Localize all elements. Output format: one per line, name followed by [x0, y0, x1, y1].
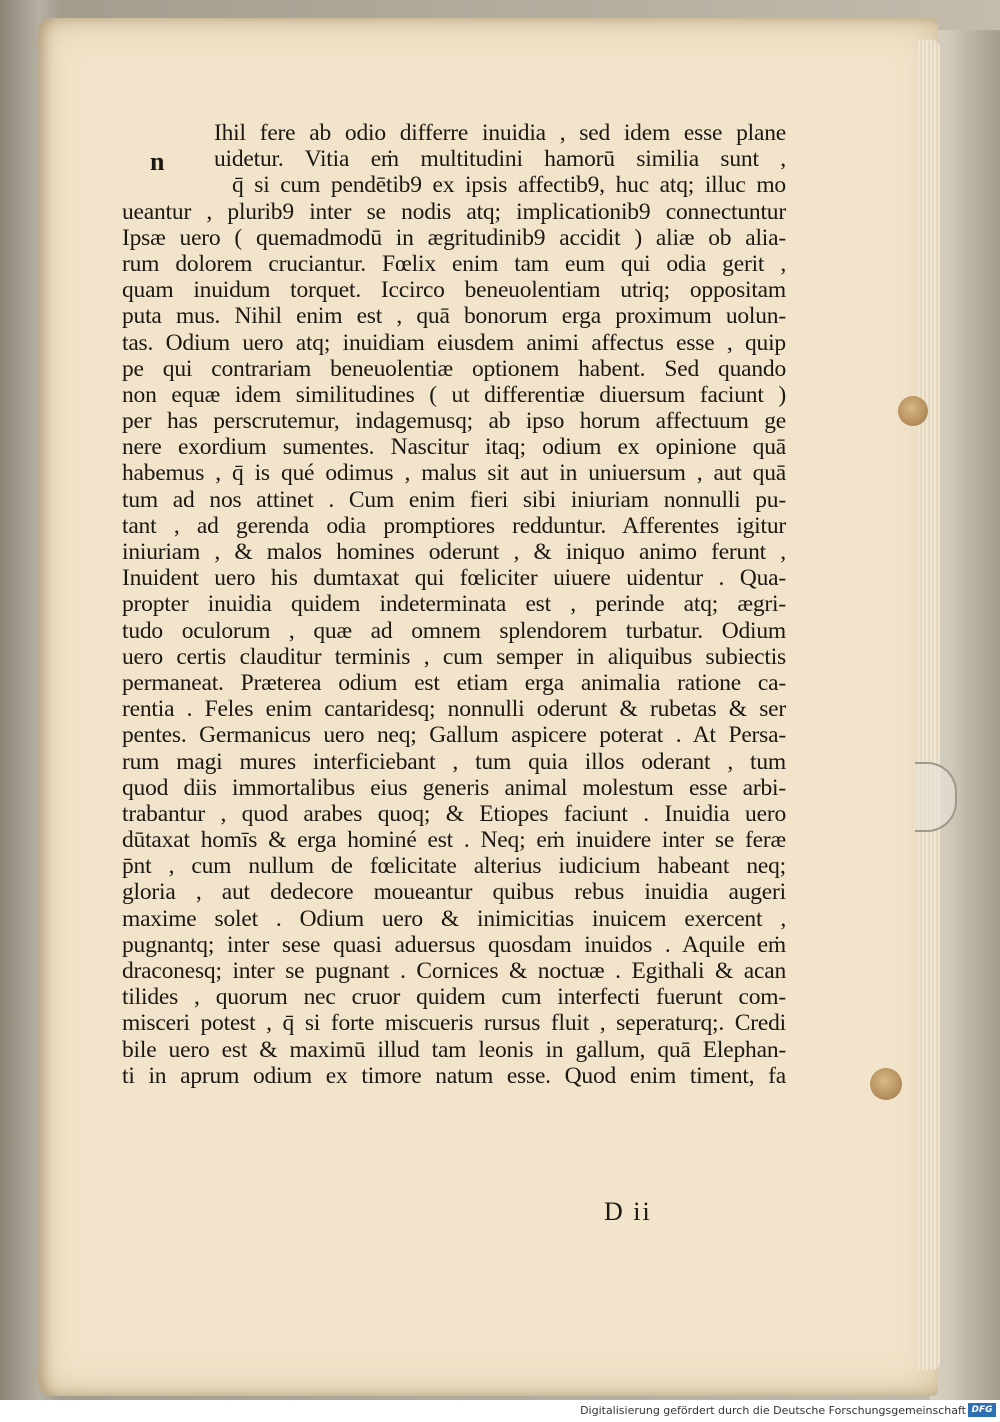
text-line: pentes. Germanicus uero neq; Gallum aspicere poterat . At Persa- [122, 722, 786, 749]
text-line: trabantur , quod arabes quoq; & Etiopes faciunt . Inuidia uero [122, 800, 786, 827]
text-line: non equæ idem similitudines ( ut differentiæ diuersum faciunt ) [122, 381, 786, 408]
text-line: ueantur , plurib9 inter se nodis atq; implicationib9 connectuntur [122, 198, 786, 225]
text-line: rentia . Feles enim cantaridesq; nonnulli oderunt & rubetas & ser [122, 696, 786, 723]
margin-note: n [150, 147, 165, 176]
text-line: tum ad nos attinet . Cum enim fieri sibi iniuriam nonnulli pu- [122, 486, 786, 513]
text-line: iniuriam , & malos homines oderunt , & iniquo animo ferunt , [122, 539, 786, 565]
text-line: tas. Odium uero atq; inuidiam eiusdem animi affectus esse , quip [122, 329, 786, 356]
signature-mark: D ii [604, 1197, 652, 1226]
text-line: bile uero est & maximū illud tam leonis in gallum, quā Elephan- [122, 1036, 786, 1063]
text-line: tudo oculorum , quæ ad omnem splendorem turbatur. Odium [122, 617, 786, 644]
text-line: propter inuidia quidem indeterminata est , perinde atq; ægri- [122, 591, 786, 618]
body-text [122, 120, 786, 1089]
text-line: misceri potest , q̄ si forte miscueris rursus fluit , seperaturq;. Credi [122, 1010, 786, 1037]
dfg-logo: DFG [968, 1403, 996, 1417]
text-line: maxime solet . Odium uero & inimicitias inuicem exercent , [122, 905, 786, 932]
text-line: Inuident uero his dumtaxat qui fœliciter uiuere uidentur . Qua- [122, 565, 786, 592]
text-line: Ipsæ uero ( quemadmodū in ægritudinib9 accidit ) aliæ ob alia- [122, 224, 786, 251]
text-line: nere exordium sumentes. Nascitur itaq; odium ex opinione quā [122, 434, 786, 461]
text-line: permaneat. Præterea odium est etiam erga animalia ratione ca- [122, 669, 786, 696]
text-line: uidetur. Vitia eṁ multitudini hamorū similia sunt , [214, 146, 786, 173]
book-cover-edge [930, 30, 1000, 1400]
text-line: quod diis immortalibus eius generis animal molestum esse arbi- [122, 774, 786, 801]
text-line: habemus , q̄ is qué odimus , malus sit aut in uniuersum , aut quā [122, 460, 786, 487]
text-line: puta mus. Nihil enim est , quā bonorum erga proximum uolun- [122, 303, 786, 330]
text-line: pe qui contrariam beneuolentiæ optionem habent. Sed quando [122, 355, 786, 382]
footer-credit: Digitalisierung gefördert durch die Deutsche Forschungsgemeinschaft [580, 1404, 966, 1417]
text-line: rum dolorem cruciantur. Fœlix enim tam eum qui odia gerit , [122, 250, 786, 277]
text-line: gloria , aut dedecore moueantur quibus rebus inuidia augeri [122, 879, 786, 906]
text-line: draconesq; inter se pugnant . Cornices & noctuæ . Egithali & acan [122, 958, 786, 984]
foxing-spot-lower [870, 1068, 902, 1100]
text-line: q̄ si cum pendētib9 ex ipsis affectib9, huc atq; illuc mo [232, 172, 786, 199]
text-line: dūtaxat homīs & erga hominé est . Neq; eṁ inuidere inter se feræ [122, 827, 786, 854]
foxing-spot-upper [898, 396, 928, 426]
page-edges [918, 40, 940, 1370]
text-line: per has perscrutemur, indagemusq; ab ipso horum affectuum ge [122, 408, 786, 435]
text-line: Ihil fere ab odio differre inuidia , sed idem esse plane [214, 120, 786, 146]
text-line: ti in aprum odium ex timore natum esse. Quod enim timent, fa [122, 1062, 786, 1089]
text-line: uero certis clauditur terminis , cum semper in aliquibus subiectis [122, 643, 786, 670]
text-line: tilides , quorum nec cruor quidem cum interfecti fuerunt com- [122, 984, 786, 1011]
text-line: rum magi mures interficiebant , tum quia illos oderant , tum [122, 748, 786, 775]
text-line: pugnantq; inter sese quasi aduersus quosdam inuidos . Aquile eṁ [122, 931, 786, 958]
text-line: tant , ad gerenda odia promptiores redduntur. Afferentes igitur [122, 512, 786, 539]
text-line: p̄nt , cum nullum de fœlicitate alterius iudicium habeant neq; [122, 853, 786, 880]
text-line: quam inuidum torquet. Iccirco beneuolentiam utriq; oppositam [122, 277, 786, 304]
footer-bar [0, 1400, 1000, 1422]
